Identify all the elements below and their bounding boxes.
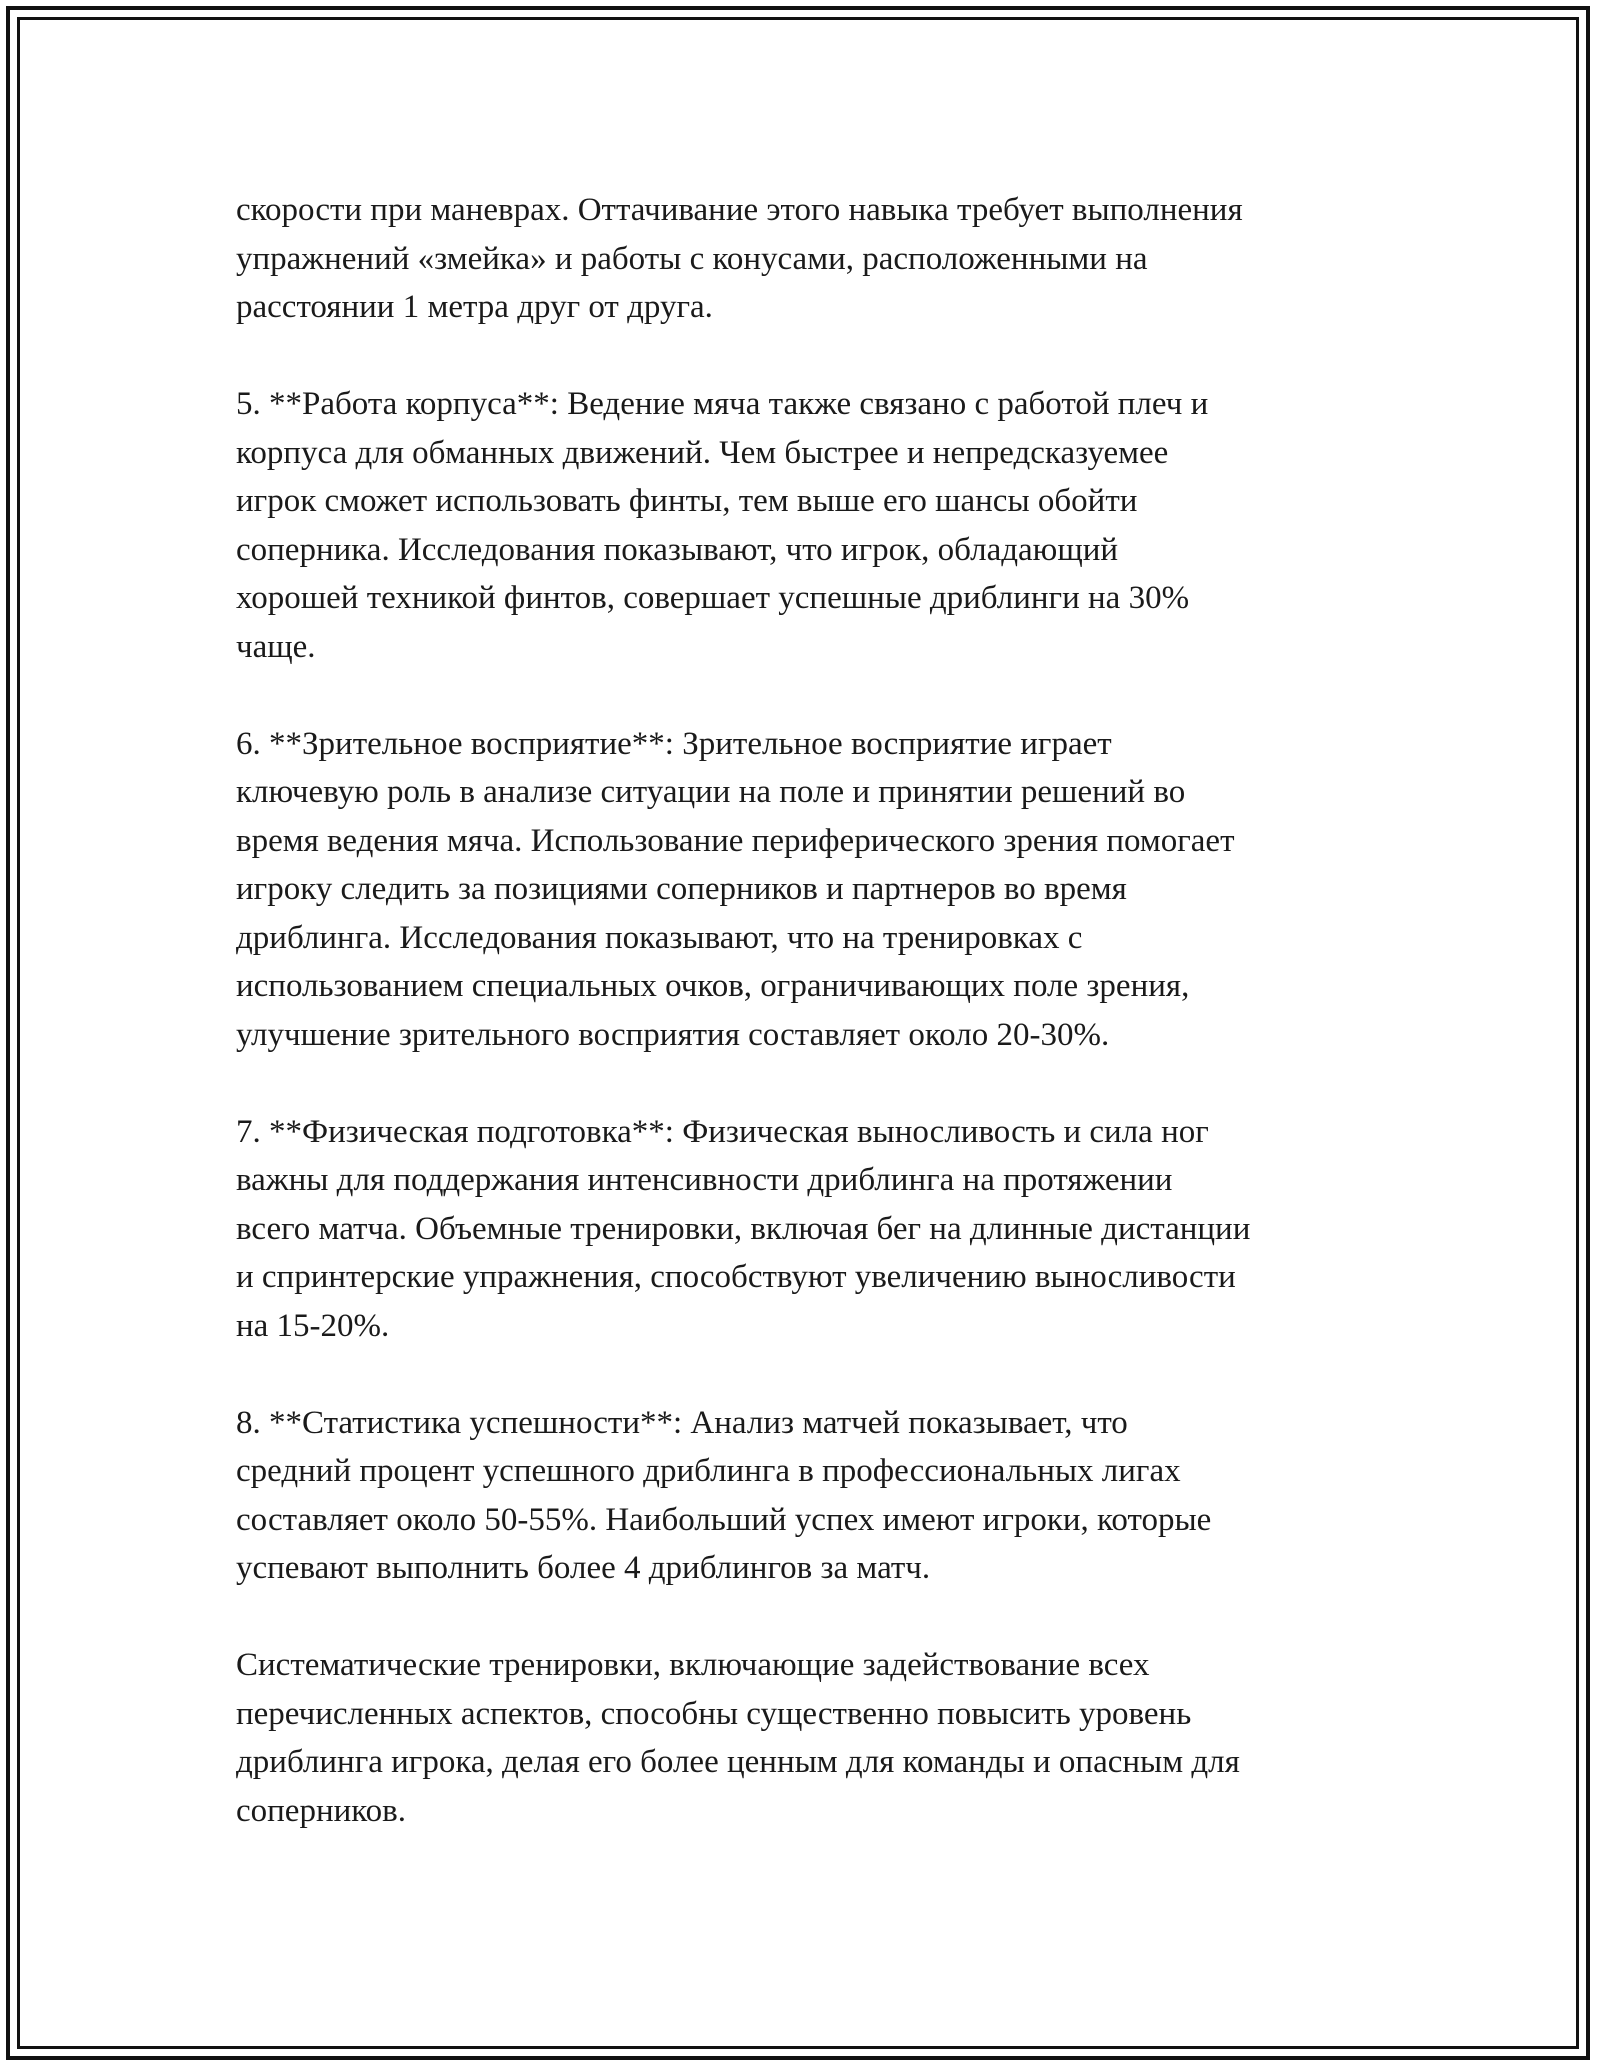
text-line: всего матча. Объемные тренировки, включая бег на длинные дистанции: [236, 1210, 1251, 1247]
text-line: дриблинга. Исследования показывают, что на тренировках с: [236, 919, 1083, 956]
text-line: соперников.: [236, 1792, 406, 1829]
text-line: скорости при маневрах. Оттачивание этого навыка требует выполнения: [236, 192, 1243, 228]
text-line: соперника. Исследования показывают, что игрок, обладающий: [236, 531, 1119, 568]
text-line: 5. **Работа корпуса**: Ведение мяча также связано с работой плеч и: [236, 386, 1209, 422]
document-body: [236, 186, 1386, 1884]
text-line: хорошей техникой финтов, совершает успешные дриблинги на 30%: [236, 580, 1190, 616]
paragraph-item-7-physical-training: [236, 1108, 1386, 1351]
paragraph-item-5-body-work: [236, 380, 1386, 671]
text-line: успевают выполнить более 4 дриблингов за матч.: [236, 1550, 931, 1586]
text-line: 8. **Статистика успешности**: Анализ матчей показывает, что: [236, 1404, 1128, 1441]
text-line: игрок сможет использовать финты, тем выше его шансы обойти: [236, 483, 1138, 519]
text-line: средний процент успешного дриблинга в профессиональных лигах: [236, 1453, 1181, 1489]
paragraph-item-8-success-statistics: [236, 1399, 1386, 1593]
text-line: ключевую роль в анализе ситуации на поле и принятии решений во: [236, 774, 1186, 810]
text-line: улучшение зрительного восприятия составляет около 20-30%.: [236, 1016, 1110, 1053]
text-line: важны для поддержания интенсивности дриблинга на протяжении: [236, 1162, 1173, 1198]
text-line: время ведения мяча. Использование периферического зрения помогает: [236, 822, 1235, 859]
text-line: на 15-20%.: [236, 1307, 390, 1344]
paragraph-item-6-visual-perception: [236, 720, 1386, 1060]
text-line: игроку следить за позициями соперников и партнеров во время: [236, 871, 1127, 907]
text-line: дриблинга игрока, делая его более ценным для команды и опасным для: [236, 1744, 1240, 1780]
text-line: 6. **Зрительное восприятие**: Зрительное восприятие играет: [236, 725, 1112, 762]
text-line: Систематические тренировки, включающие задействование всех: [236, 1647, 1150, 1683]
text-line: использованием специальных очков, ограничивающих поле зрения,: [236, 968, 1190, 1004]
text-line: 7. **Физическая подготовка**: Физическая выносливость и сила ног: [236, 1113, 1209, 1150]
text-line: корпуса для обманных движений. Чем быстрее и непредсказуемее: [236, 434, 1169, 471]
text-line: перечисленных аспектов, способны существенно повысить уровень: [236, 1695, 1192, 1732]
paragraph-speed-continuation: [236, 186, 1386, 332]
text-line: упражнений «змейка» и работы с конусами, расположенными на: [236, 240, 1148, 277]
text-line: и спринтерские упражнения, способствуют увеличению выносливости: [236, 1259, 1236, 1295]
text-line: расстоянии 1 метра друг от друга.: [236, 289, 713, 325]
text-line: составляет около 50-55%. Наибольший успех имеют игроки, которые: [236, 1501, 1212, 1538]
paragraph-conclusion: [236, 1641, 1386, 1835]
text-line: чаще.: [236, 628, 316, 665]
